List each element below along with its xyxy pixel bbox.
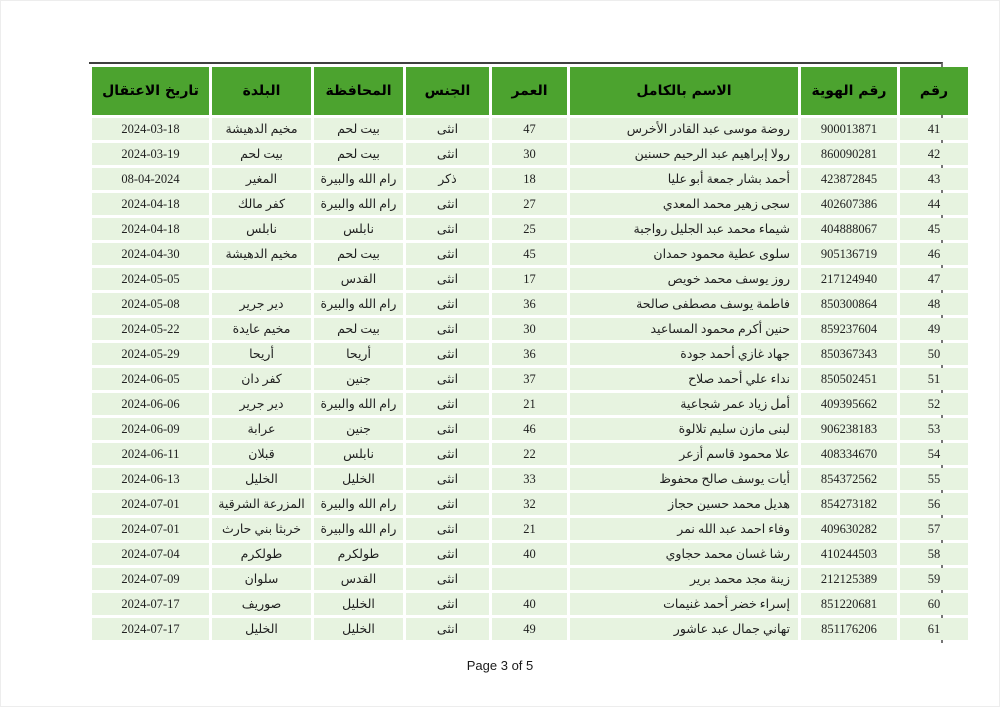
cell-num: 51 xyxy=(900,368,968,390)
cell-age: 40 xyxy=(492,593,567,615)
cell-governorate: الخليل xyxy=(314,593,403,615)
table-row xyxy=(92,218,968,240)
cell-age: 47 xyxy=(492,118,567,140)
cell-date: 2024-03-18 xyxy=(92,118,209,140)
table-row xyxy=(92,293,968,315)
cell-town: المغير xyxy=(212,168,311,190)
cell-age: 18 xyxy=(492,168,567,190)
cell-governorate: الخليل xyxy=(314,618,403,640)
cell-num: 41 xyxy=(900,118,968,140)
column-header-id: رقم الهوية xyxy=(801,67,897,115)
cell-name: سجى زهير محمد المعدي xyxy=(570,193,798,215)
cell-name: حنين أكرم محمود المساعيد xyxy=(570,318,798,340)
cell-name: إسراء خضر أحمد غنيمات xyxy=(570,593,798,615)
table-row xyxy=(92,268,968,290)
cell-date: 2024-04-18 xyxy=(92,218,209,240)
cell-governorate: بيت لحم xyxy=(314,243,403,265)
cell-date: 2024-05-29 xyxy=(92,343,209,365)
cell-date: 2024-04-18 xyxy=(92,193,209,215)
cell-gender: انثى xyxy=(406,118,489,140)
table-row xyxy=(92,143,968,165)
cell-id: 851220681 xyxy=(801,593,897,615)
cell-gender: انثى xyxy=(406,318,489,340)
cell-age: 30 xyxy=(492,143,567,165)
cell-governorate: جنين xyxy=(314,418,403,440)
column-header-num: رقم xyxy=(900,67,968,115)
cell-town: بيت لحم xyxy=(212,143,311,165)
cell-name: أحمد بشار جمعة أبو عليا xyxy=(570,168,798,190)
cell-town: مخيم الدهيشة xyxy=(212,243,311,265)
cell-id: 850502451 xyxy=(801,368,897,390)
cell-governorate: بيت لحم xyxy=(314,318,403,340)
cell-town: سلوان xyxy=(212,568,311,590)
cell-gender: انثى xyxy=(406,593,489,615)
cell-name: روز يوسف محمد خويص xyxy=(570,268,798,290)
cell-town: دير جرير xyxy=(212,293,311,315)
table-row xyxy=(92,168,968,190)
cell-num: 54 xyxy=(900,443,968,465)
cell-name: روضة موسى عبد القادر الأخرس xyxy=(570,118,798,140)
table-row xyxy=(92,118,968,140)
cell-governorate: رام الله والبيرة xyxy=(314,193,403,215)
cell-date: 2024-06-11 xyxy=(92,443,209,465)
cell-town: عرابة xyxy=(212,418,311,440)
cell-gender: انثى xyxy=(406,218,489,240)
cell-governorate: بيت لحم xyxy=(314,143,403,165)
column-header-date: تاريخ الاعتقال xyxy=(92,67,209,115)
cell-gender: انثى xyxy=(406,293,489,315)
detainees-table-container xyxy=(89,62,949,643)
cell-name: رشا غسان محمد حجاوي xyxy=(570,543,798,565)
table-row xyxy=(92,343,968,365)
cell-age: 36 xyxy=(492,293,567,315)
cell-date: 2024-07-17 xyxy=(92,618,209,640)
table-row xyxy=(92,593,968,615)
cell-num: 55 xyxy=(900,468,968,490)
cell-date: 2024-07-17 xyxy=(92,593,209,615)
cell-town: الخليل xyxy=(212,468,311,490)
cell-gender: انثى xyxy=(406,343,489,365)
cell-governorate: الخليل xyxy=(314,468,403,490)
cell-name: سلوى عطية محمود حمدان xyxy=(570,243,798,265)
cell-id: 408334670 xyxy=(801,443,897,465)
cell-gender: انثى xyxy=(406,193,489,215)
column-header-governorate: المحافظة xyxy=(314,67,403,115)
cell-age: 33 xyxy=(492,468,567,490)
cell-date: 2024-06-09 xyxy=(92,418,209,440)
cell-name: أمل زياد عمر شجاعية xyxy=(570,393,798,415)
cell-town: طولكرم xyxy=(212,543,311,565)
cell-num: 60 xyxy=(900,593,968,615)
cell-id: 850367343 xyxy=(801,343,897,365)
cell-governorate: رام الله والبيرة xyxy=(314,168,403,190)
cell-date: 2024-07-01 xyxy=(92,493,209,515)
cell-gender: انثى xyxy=(406,468,489,490)
cell-governorate: بيت لحم xyxy=(314,118,403,140)
cell-num: 43 xyxy=(900,168,968,190)
cell-num: 46 xyxy=(900,243,968,265)
cell-gender: انثى xyxy=(406,493,489,515)
cell-age: 30 xyxy=(492,318,567,340)
cell-age: 46 xyxy=(492,418,567,440)
table-row xyxy=(92,443,968,465)
cell-gender: انثى xyxy=(406,368,489,390)
cell-town: كفر مالك xyxy=(212,193,311,215)
cell-name: تهاني جمال عبد عاشور xyxy=(570,618,798,640)
cell-id: 900013871 xyxy=(801,118,897,140)
cell-name: أيات يوسف صالح محفوظ xyxy=(570,468,798,490)
column-header-town: البلدة xyxy=(212,67,311,115)
cell-name: هديل محمد حسين حجاز xyxy=(570,493,798,515)
cell-id: 402607386 xyxy=(801,193,897,215)
cell-town: صوريف xyxy=(212,593,311,615)
cell-date: 2024-06-05 xyxy=(92,368,209,390)
cell-governorate: طولكرم xyxy=(314,543,403,565)
cell-gender: انثى xyxy=(406,418,489,440)
cell-governorate: رام الله والبيرة xyxy=(314,393,403,415)
cell-num: 56 xyxy=(900,493,968,515)
cell-town: مخيم عايدة xyxy=(212,318,311,340)
cell-age: 32 xyxy=(492,493,567,515)
cell-age: 21 xyxy=(492,518,567,540)
cell-governorate: القدس xyxy=(314,568,403,590)
cell-gender: انثى xyxy=(406,443,489,465)
cell-id: 860090281 xyxy=(801,143,897,165)
page-number: Page 3 of 5 xyxy=(466,658,534,673)
cell-governorate: القدس xyxy=(314,268,403,290)
cell-town: خربثا بني حارث xyxy=(212,518,311,540)
cell-gender: ذكر xyxy=(406,168,489,190)
cell-age: 49 xyxy=(492,618,567,640)
cell-age: 45 xyxy=(492,243,567,265)
cell-town: المزرعة الشرقية xyxy=(212,493,311,515)
cell-num: 42 xyxy=(900,143,968,165)
cell-date: 2024-07-09 xyxy=(92,568,209,590)
cell-name: علا محمود قاسم أزعر xyxy=(570,443,798,465)
cell-id: 409395662 xyxy=(801,393,897,415)
cell-num: 58 xyxy=(900,543,968,565)
column-header-gender: الجنس xyxy=(406,67,489,115)
cell-name: شيماء محمد عبد الجليل رواجبة xyxy=(570,218,798,240)
cell-name: زينة مجد محمد برير xyxy=(570,568,798,590)
table-row xyxy=(92,543,968,565)
cell-date: 2024-04-30 xyxy=(92,243,209,265)
cell-date: 2024-07-01 xyxy=(92,518,209,540)
cell-id: 854372562 xyxy=(801,468,897,490)
cell-age: 36 xyxy=(492,343,567,365)
cell-governorate: رام الله والبيرة xyxy=(314,293,403,315)
cell-gender: انثى xyxy=(406,243,489,265)
cell-town: كفر دان xyxy=(212,368,311,390)
table-row xyxy=(92,618,968,640)
cell-date: 2024-05-05 xyxy=(92,268,209,290)
cell-id: 859237604 xyxy=(801,318,897,340)
cell-governorate: جنين xyxy=(314,368,403,390)
cell-town xyxy=(212,268,311,290)
cell-id: 423872845 xyxy=(801,168,897,190)
table-row xyxy=(92,368,968,390)
cell-id: 212125389 xyxy=(801,568,897,590)
cell-age: 25 xyxy=(492,218,567,240)
cell-town: دير جرير xyxy=(212,393,311,415)
table-row xyxy=(92,393,968,415)
cell-num: 44 xyxy=(900,193,968,215)
table-header-row xyxy=(92,67,968,115)
table-row xyxy=(92,518,968,540)
cell-date: 2024-03-19 xyxy=(92,143,209,165)
cell-town: الخليل xyxy=(212,618,311,640)
cell-town: قبلان xyxy=(212,443,311,465)
table-row xyxy=(92,493,968,515)
cell-num: 53 xyxy=(900,418,968,440)
cell-town: أريحا xyxy=(212,343,311,365)
cell-name: فاطمة يوسف مصطفى صالحة xyxy=(570,293,798,315)
cell-num: 48 xyxy=(900,293,968,315)
cell-gender: انثى xyxy=(406,143,489,165)
table-row xyxy=(92,193,968,215)
cell-date: 2024-05-22 xyxy=(92,318,209,340)
cell-id: 410244503 xyxy=(801,543,897,565)
cell-date: 08-04-2024 xyxy=(92,168,209,190)
cell-governorate: رام الله والبيرة xyxy=(314,493,403,515)
table-body xyxy=(92,118,968,640)
cell-date: 2024-06-13 xyxy=(92,468,209,490)
cell-num: 45 xyxy=(900,218,968,240)
cell-name: لبنى مازن سليم تلالوة xyxy=(570,418,798,440)
cell-date: 2024-05-08 xyxy=(92,293,209,315)
cell-num: 49 xyxy=(900,318,968,340)
cell-name: نداء علي أحمد صلاح xyxy=(570,368,798,390)
cell-town: نابلس xyxy=(212,218,311,240)
table-row xyxy=(92,243,968,265)
cell-id: 217124940 xyxy=(801,268,897,290)
table-row xyxy=(92,468,968,490)
cell-id: 906238183 xyxy=(801,418,897,440)
cell-governorate: رام الله والبيرة xyxy=(314,518,403,540)
cell-age: 22 xyxy=(492,443,567,465)
cell-id: 905136719 xyxy=(801,243,897,265)
cell-num: 61 xyxy=(900,618,968,640)
cell-gender: انثى xyxy=(406,393,489,415)
cell-name: جهاد غازي أحمد جودة xyxy=(570,343,798,365)
cell-age: 17 xyxy=(492,268,567,290)
cell-num: 50 xyxy=(900,343,968,365)
column-header-age: العمر xyxy=(492,67,567,115)
cell-gender: انثى xyxy=(406,543,489,565)
cell-id: 851176206 xyxy=(801,618,897,640)
cell-age: 27 xyxy=(492,193,567,215)
cell-id: 854273182 xyxy=(801,493,897,515)
cell-governorate: نابلس xyxy=(314,443,403,465)
cell-gender: انثى xyxy=(406,568,489,590)
column-header-name: الاسم بالكامل xyxy=(570,67,798,115)
cell-date: 2024-07-04 xyxy=(92,543,209,565)
cell-num: 47 xyxy=(900,268,968,290)
cell-gender: انثى xyxy=(406,618,489,640)
cell-id: 404888067 xyxy=(801,218,897,240)
cell-governorate: نابلس xyxy=(314,218,403,240)
prisoners-table xyxy=(89,64,971,643)
cell-name: وفاء احمد عبد الله نمر xyxy=(570,518,798,540)
cell-age xyxy=(492,568,567,590)
cell-town: مخيم الدهيشة xyxy=(212,118,311,140)
cell-id: 409630282 xyxy=(801,518,897,540)
table-row xyxy=(92,568,968,590)
cell-num: 52 xyxy=(900,393,968,415)
cell-age: 37 xyxy=(492,368,567,390)
cell-age: 21 xyxy=(492,393,567,415)
cell-gender: انثى xyxy=(406,518,489,540)
cell-age: 40 xyxy=(492,543,567,565)
cell-gender: انثى xyxy=(406,268,489,290)
cell-governorate: أريحا xyxy=(314,343,403,365)
cell-id: 850300864 xyxy=(801,293,897,315)
cell-num: 59 xyxy=(900,568,968,590)
cell-date: 2024-06-06 xyxy=(92,393,209,415)
table-row xyxy=(92,318,968,340)
table-row xyxy=(92,418,968,440)
cell-num: 57 xyxy=(900,518,968,540)
cell-name: رولا إبراهيم عبد الرحيم حسنين xyxy=(570,143,798,165)
